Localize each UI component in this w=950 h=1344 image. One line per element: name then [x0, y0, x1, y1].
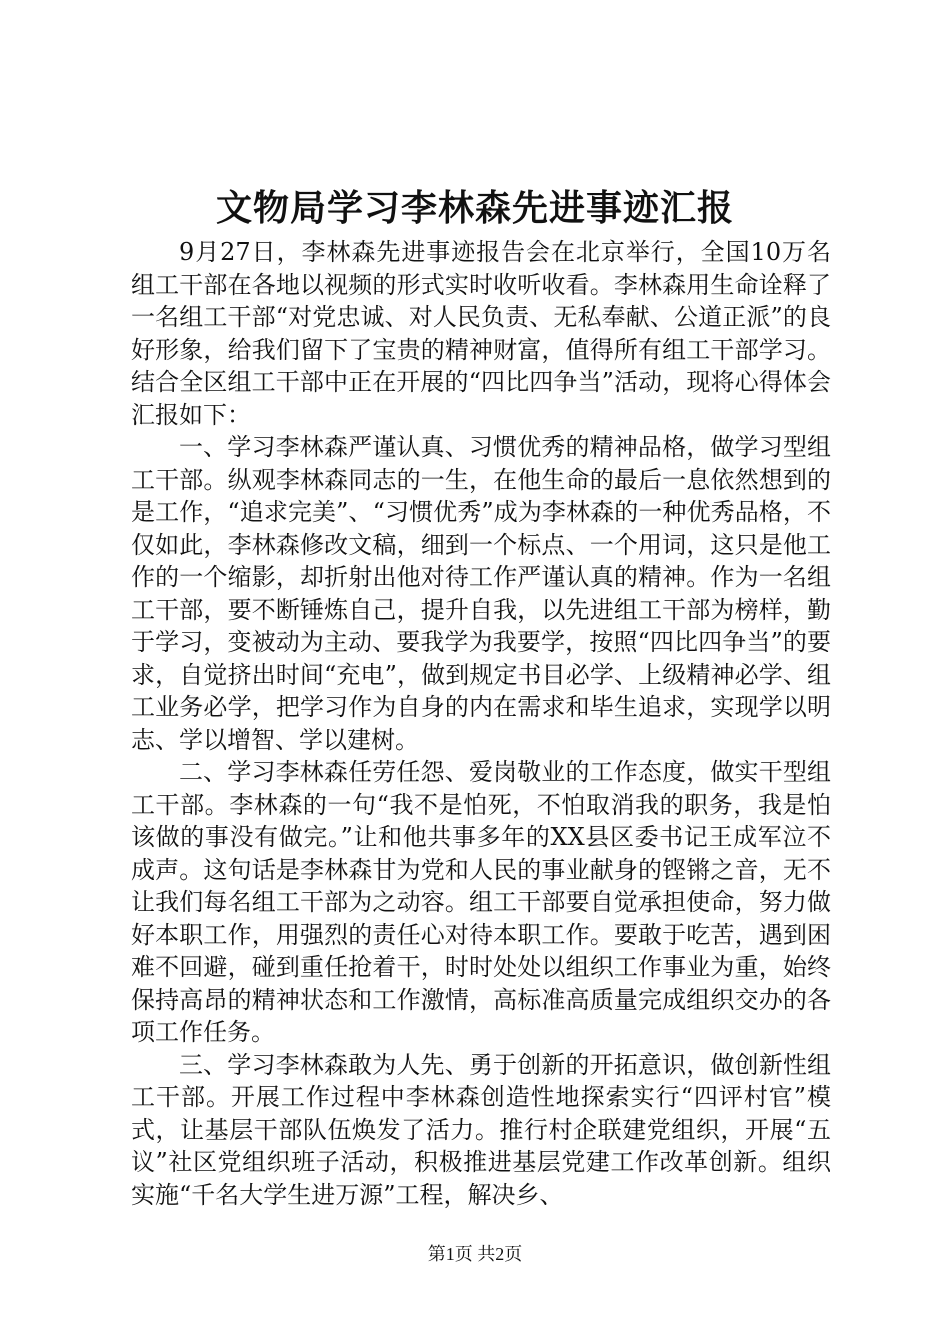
paragraph-section-2: 二、学习李林森任劳任怨、爱岗敬业的工作态度，做实干型组工干部。李林森的一句“我不是怕死，不怕取消我的职务，我是怕该做的事没有做完。”让和他共事多年的XX县区委书记王成军泣不成声。这句话是李林森甘为党和人民的事业献身的铿锵之音，无不让我们每名组工干部为之动容。组工干部要自觉承担使命，努力做好本职工作，用强烈的责任心对待本职工作。要敢于吃苦，遇到困难不回避，碰到重任抢着干，时时处处以组织工作事业为重，始终保持高昂的精神状态和工作激情，高标准高质量完成组织交办的各项工作任务。 [131, 758, 831, 1046]
paragraph-section-1: 一、学习李林森严谨认真、习惯优秀的精神品格，做学习型组工干部。纵观李林森同志的一生，在他生命的最后一息依然想到的是工作，“追求完美”、“习惯优秀”成为李林森的一种优秀品格，不仅如此，李林森修改文稿，细到一个标点、一个用词，这只是他工作的一个缩影，却折射出他对待工作严谨认真的精神。作为一名组工干部，要不断锤炼自己，提升自我，以先进组工干部为榜样，勤于学习，变被动为主动、要我学为我要学，按照“四比四争当”的要求，自觉挤出时间“充电”，做到规定书目必学、上级精神必学、组工业务必学，把学习作为自身的内在需求和毕生追求，实现学以明志、学以增智、学以建树。 [131, 433, 831, 754]
page-title: 文物局学习李林森先进事迹汇报 [215, 187, 734, 229]
paragraph-intro: 9月27日，李林森先进事迹报告会在北京举行，全国10万名组工干部在各地以视频的形式实时收听收看。李林森用生命诠释了一名组工干部“对党忠诚、对人民负责、无私奉献、公道正派”的良好形象，给我们留下了宝贵的精神财富，值得所有组工干部学习。结合全区组工干部中正在开展的“四比四争当”活动，现将心得体会汇报如下： [131, 238, 831, 429]
document-body [131, 236, 831, 1211]
paragraph-section-3: 三、学习李林森敢为人先、勇于创新的开拓意识，做创新性组工干部。开展工作过程中李林森创造性地探索实行“四评村官”模式，让基层干部队伍焕发了活力。推行村企联建党组织，开展“五议”社区党组织班子活动，积极推进基层党建工作改革创新。组织实施“千名大学生进万源”工程，解决乡、 [131, 1050, 831, 1209]
page-footer: 第1页 共2页 [427, 1244, 523, 1264]
